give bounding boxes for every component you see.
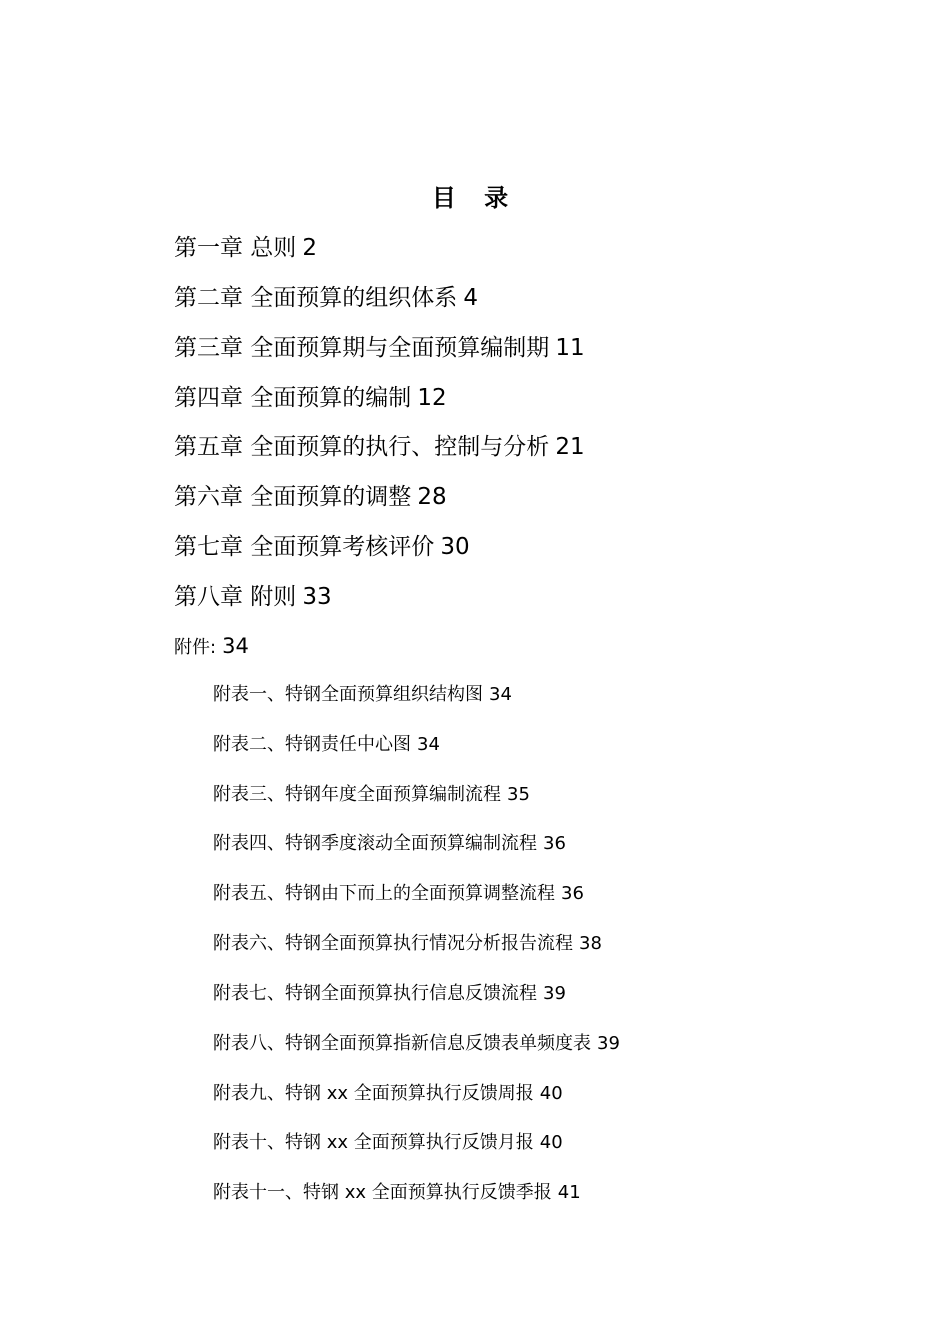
toc-entry-label: 附表八、特钢全面预算指新信息反馈表单频度表 bbox=[213, 1033, 591, 1054]
toc-entry-label: 附表十一、特钢 xx 全面预算执行反馈季报 bbox=[213, 1182, 552, 1203]
toc-page-number: 2 bbox=[302, 235, 317, 261]
toc-entry-label: 附表十、特钢 xx 全面预算执行反馈月报 bbox=[213, 1132, 534, 1153]
toc-appendix-3[interactable] bbox=[213, 786, 530, 804]
toc-page-number: 34 bbox=[417, 734, 440, 755]
toc-page-number: 33 bbox=[302, 584, 332, 610]
toc-entry-label: 第五章 全面预算的执行、控制与分析 bbox=[174, 434, 550, 460]
toc-chapter-5[interactable] bbox=[174, 436, 585, 459]
toc-appendix-6[interactable] bbox=[213, 935, 602, 953]
toc-entry-label: 附表三、特钢年度全面预算编制流程 bbox=[213, 784, 501, 805]
toc-page-number: 36 bbox=[543, 833, 566, 854]
toc-appendix-5[interactable] bbox=[213, 885, 584, 903]
toc-appendix-8[interactable] bbox=[213, 1035, 620, 1053]
toc-entry-label: 附表二、特钢责任中心图 bbox=[213, 734, 411, 755]
toc-page-number: 40 bbox=[539, 1083, 563, 1104]
toc-appendix-10[interactable] bbox=[213, 1134, 563, 1152]
toc-entry-label: 第八章 附则 bbox=[174, 584, 297, 610]
toc-page-number: 36 bbox=[561, 883, 584, 904]
toc-page-number: 28 bbox=[417, 484, 447, 510]
toc-page-number: 12 bbox=[417, 385, 447, 411]
toc-entry-label: 附表五、特钢由下而上的全面预算调整流程 bbox=[213, 883, 555, 904]
toc-entry-label: 附表六、特钢全面预算执行情况分析报告流程 bbox=[213, 933, 573, 954]
toc-chapter-2[interactable] bbox=[174, 287, 478, 310]
toc-entry-label: 附件: bbox=[174, 637, 217, 658]
toc-chapter-3[interactable] bbox=[174, 337, 585, 360]
toc-appendix-4[interactable] bbox=[213, 835, 566, 853]
toc-page-number: 40 bbox=[539, 1132, 563, 1153]
toc-entry-label: 第三章 全面预算期与全面预算编制期 bbox=[174, 335, 550, 361]
toc-attachments[interactable] bbox=[174, 636, 249, 657]
toc-appendix-11[interactable] bbox=[213, 1184, 581, 1202]
toc-appendix-7[interactable] bbox=[213, 985, 566, 1003]
toc-page-number: 35 bbox=[507, 784, 530, 805]
toc-page-number: 34 bbox=[489, 684, 512, 705]
toc-chapter-6[interactable] bbox=[174, 486, 447, 509]
toc-entry-label: 附表一、特钢全面预算组织结构图 bbox=[213, 684, 483, 705]
toc-entry-label: 第四章 全面预算的编制 bbox=[174, 385, 412, 411]
toc-page-number: 30 bbox=[440, 534, 470, 560]
toc-page-number: 11 bbox=[555, 335, 585, 361]
toc-page-number: 39 bbox=[543, 983, 566, 1004]
toc-appendix-1[interactable] bbox=[213, 686, 512, 704]
toc-entry-label: 附表九、特钢 xx 全面预算执行反馈周报 bbox=[213, 1083, 534, 1104]
toc-page-number: 39 bbox=[597, 1033, 620, 1054]
toc-chapter-1[interactable] bbox=[174, 237, 317, 260]
toc-chapter-7[interactable] bbox=[174, 536, 470, 559]
toc-appendix-2[interactable] bbox=[213, 736, 440, 754]
toc-entry-label: 附表四、特钢季度滚动全面预算编制流程 bbox=[213, 833, 537, 854]
toc-page-number: 38 bbox=[579, 933, 602, 954]
toc-title: 目 录 bbox=[431, 184, 519, 212]
toc-entry-label: 第二章 全面预算的组织体系 bbox=[174, 285, 458, 311]
toc-page-number: 4 bbox=[463, 285, 478, 311]
toc-entry-label: 第六章 全面预算的调整 bbox=[174, 484, 412, 510]
toc-chapter-8[interactable] bbox=[174, 586, 332, 609]
toc-page-number: 34 bbox=[222, 634, 249, 658]
toc-page-number: 41 bbox=[557, 1182, 581, 1203]
toc-page-number: 21 bbox=[555, 434, 585, 460]
toc-entry-label: 附表七、特钢全面预算执行信息反馈流程 bbox=[213, 983, 537, 1004]
toc-appendix-9[interactable] bbox=[213, 1085, 563, 1103]
toc-chapter-4[interactable] bbox=[174, 387, 447, 410]
toc-entry-label: 第一章 总则 bbox=[174, 235, 297, 261]
toc-entry-label: 第七章 全面预算考核评价 bbox=[174, 534, 435, 560]
